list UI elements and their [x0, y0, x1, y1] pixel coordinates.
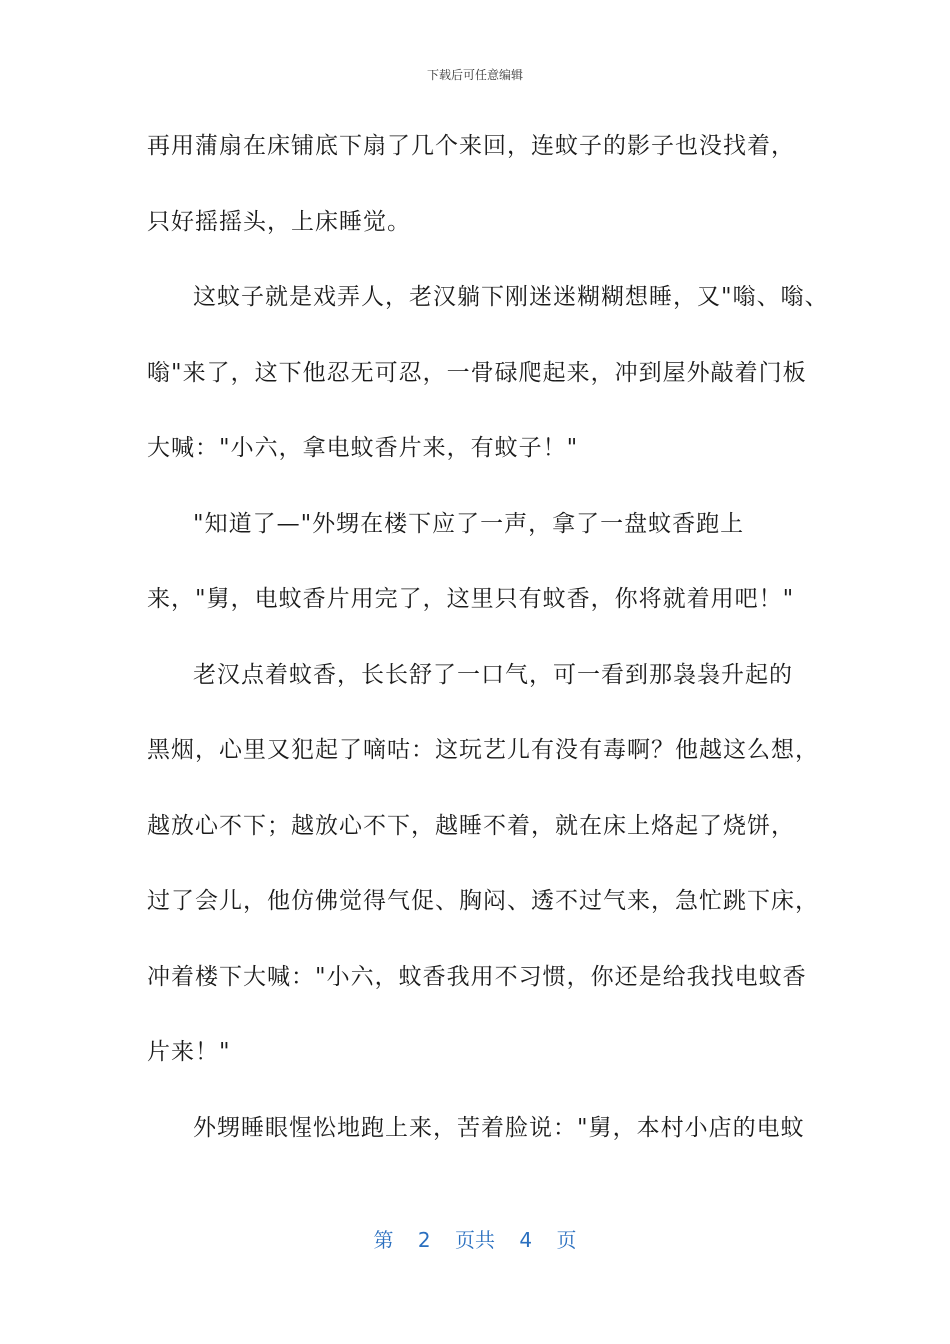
- text-line: 大喊："小六，拿电蚊香片来，有蚊子！": [147, 435, 579, 461]
- text-line: 过了会儿，他仿佛觉得气促、胸闷、透不过气来，急忙跳下床，: [147, 888, 819, 914]
- body-text: [147, 126, 827, 1183]
- footer-suffix: 页: [556, 1228, 577, 1252]
- text-line: 外甥睡眼惺忪地跑上来，苦着脸说："舅，本村小店的电蚊: [193, 1114, 805, 1141]
- text-line: 这蚊子就是戏弄人，老汉躺下刚迷迷糊糊想睡，又"嗡、嗡、: [193, 284, 829, 310]
- text-line: 片来！": [147, 1039, 231, 1065]
- text-line: 冲着楼下大喊："小六，蚊香我用不习惯，你还是给我找电蚊香: [147, 963, 807, 990]
- text-line: 越放心不下；越放心不下，越睡不着，就在床上烙起了烧饼，: [147, 812, 795, 839]
- page-footer: [0, 1224, 950, 1253]
- text-line: 只好摇摇头，上床睡觉。: [147, 208, 411, 235]
- text-line: 老汉点着蚊香，长长舒了一口气，可一看到那袅袅升起的: [193, 661, 793, 688]
- text-line: 黑烟，心里又犯起了嘀咕：这玩艺儿有没有毒啊？他越这么想，: [147, 737, 819, 763]
- text-line: 嗡"来了，这下他忍无可忍，一骨碌爬起来，冲到屋外敲着门板: [147, 359, 807, 386]
- footer-total-pages: 4: [519, 1228, 533, 1252]
- text-line: "知道了—"外甥在楼下应了一声，拿了一盘蚊香跑上: [193, 510, 745, 537]
- footer-middle: 页共: [455, 1228, 495, 1252]
- text-line: 来，"舅，电蚊香片用完了，这里只有蚊香，你将就着用吧！": [147, 586, 795, 612]
- footer-page-number: 2: [417, 1228, 431, 1252]
- text-line: 再用蒲扇在床铺底下扇了几个来回，连蚊子的影子也没找着，: [147, 133, 795, 159]
- page-header: 下载后可任意编辑: [426, 68, 523, 82]
- footer-prefix: 第: [373, 1228, 394, 1252]
